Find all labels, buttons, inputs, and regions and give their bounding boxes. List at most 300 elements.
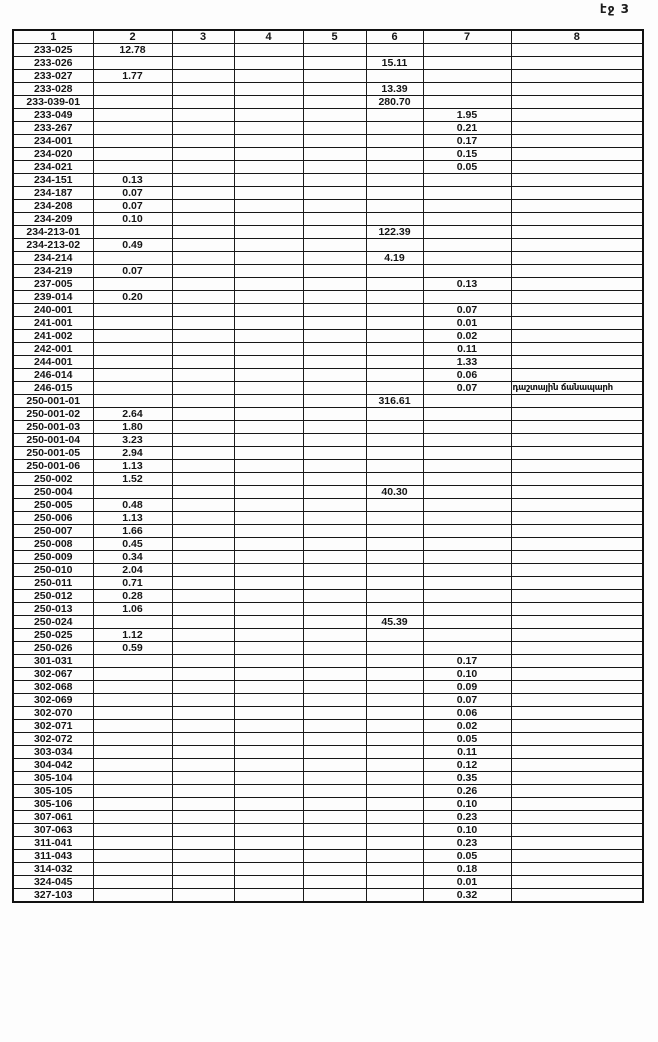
table-row — [13, 746, 643, 759]
value-cell — [303, 83, 366, 96]
value-cell — [172, 382, 234, 395]
row-code-cell: 301-031 — [13, 655, 93, 668]
table-row — [13, 707, 643, 720]
value-cell — [303, 382, 366, 395]
value-cell — [366, 681, 423, 694]
value-cell — [93, 798, 172, 811]
value-cell: 1.80 — [93, 421, 172, 434]
value-cell — [303, 850, 366, 863]
value-cell: 0.26 — [423, 785, 511, 798]
value-cell — [423, 616, 511, 629]
value-cell — [511, 629, 643, 642]
value-cell — [303, 837, 366, 850]
value-cell: 0.23 — [423, 837, 511, 850]
value-cell — [366, 434, 423, 447]
value-cell — [234, 564, 303, 577]
column-header: 3 — [172, 30, 234, 44]
value-cell — [511, 122, 643, 135]
value-cell — [303, 577, 366, 590]
row-code-cell: 233-028 — [13, 83, 93, 96]
row-code-cell: 250-008 — [13, 538, 93, 551]
value-cell — [511, 174, 643, 187]
table-row — [13, 148, 643, 161]
row-code-cell: 242-001 — [13, 343, 93, 356]
value-cell — [366, 733, 423, 746]
value-cell — [423, 174, 511, 187]
value-cell — [303, 876, 366, 889]
value-cell — [234, 382, 303, 395]
table-row — [13, 603, 643, 616]
value-cell — [303, 70, 366, 83]
value-cell — [172, 161, 234, 174]
value-cell — [303, 889, 366, 903]
table-row — [13, 239, 643, 252]
table-row — [13, 278, 643, 291]
value-cell: 0.28 — [93, 590, 172, 603]
value-cell — [423, 447, 511, 460]
value-cell — [366, 369, 423, 382]
row-code-cell: 327-103 — [13, 889, 93, 903]
value-cell: 280.70 — [366, 96, 423, 109]
value-cell: 0.05 — [423, 733, 511, 746]
row-code-cell: 305-104 — [13, 772, 93, 785]
table-row — [13, 642, 643, 655]
value-cell — [234, 434, 303, 447]
value-cell — [172, 369, 234, 382]
value-cell — [172, 681, 234, 694]
value-cell — [234, 96, 303, 109]
table-row — [13, 668, 643, 681]
value-cell: 1.77 — [93, 70, 172, 83]
table-row — [13, 876, 643, 889]
value-cell — [172, 707, 234, 720]
value-cell — [234, 174, 303, 187]
row-code-cell: 250-006 — [13, 512, 93, 525]
value-cell — [511, 343, 643, 356]
table-row — [13, 395, 643, 408]
value-cell — [93, 720, 172, 733]
value-cell — [366, 291, 423, 304]
value-cell — [511, 681, 643, 694]
value-cell — [93, 278, 172, 291]
value-cell — [366, 356, 423, 369]
value-cell — [511, 564, 643, 577]
value-cell — [303, 408, 366, 421]
value-cell — [172, 252, 234, 265]
value-cell — [303, 785, 366, 798]
table-row — [13, 174, 643, 187]
value-cell: 0.45 — [93, 538, 172, 551]
value-cell — [172, 798, 234, 811]
column-header: 6 — [366, 30, 423, 44]
value-cell — [172, 187, 234, 200]
row-code-cell: 239-014 — [13, 291, 93, 304]
value-cell — [511, 551, 643, 564]
row-code-cell: 234-208 — [13, 200, 93, 213]
value-cell — [172, 603, 234, 616]
table-row — [13, 811, 643, 824]
table-row — [13, 824, 643, 837]
value-cell — [172, 655, 234, 668]
value-cell — [303, 603, 366, 616]
value-cell — [234, 590, 303, 603]
value-cell — [303, 148, 366, 161]
value-cell — [172, 512, 234, 525]
value-cell — [234, 161, 303, 174]
value-cell: 1.13 — [93, 512, 172, 525]
value-cell — [234, 551, 303, 564]
row-code-cell: 302-070 — [13, 707, 93, 720]
value-cell — [234, 759, 303, 772]
value-cell — [511, 304, 643, 317]
value-cell — [511, 512, 643, 525]
row-code-cell: 234-219 — [13, 265, 93, 278]
value-cell — [511, 759, 643, 772]
value-cell — [172, 278, 234, 291]
value-cell — [511, 785, 643, 798]
value-cell — [366, 759, 423, 772]
value-cell — [423, 408, 511, 421]
value-cell: 40.30 — [366, 486, 423, 499]
value-cell: 0.32 — [423, 889, 511, 903]
row-code-cell: 302-072 — [13, 733, 93, 746]
value-cell — [172, 733, 234, 746]
value-cell — [234, 460, 303, 473]
value-cell — [303, 733, 366, 746]
column-header: 1 — [13, 30, 93, 44]
row-code-cell: 250-001-05 — [13, 447, 93, 460]
table-row — [13, 616, 643, 629]
value-cell — [93, 330, 172, 343]
row-code-cell: 302-071 — [13, 720, 93, 733]
value-cell — [234, 421, 303, 434]
value-cell — [303, 135, 366, 148]
value-cell — [303, 161, 366, 174]
table-row — [13, 200, 643, 213]
note-cell: դաշտային ճանապարհ — [511, 382, 643, 395]
value-cell — [366, 265, 423, 278]
value-cell: 1.66 — [93, 525, 172, 538]
value-cell — [234, 109, 303, 122]
value-cell — [93, 122, 172, 135]
value-cell — [303, 96, 366, 109]
value-cell — [366, 772, 423, 785]
row-code-cell: 237-005 — [13, 278, 93, 291]
value-cell — [511, 421, 643, 434]
value-cell — [303, 356, 366, 369]
row-code-cell: 250-013 — [13, 603, 93, 616]
value-cell: 0.34 — [93, 551, 172, 564]
value-cell — [172, 759, 234, 772]
value-cell: 0.17 — [423, 655, 511, 668]
value-cell — [366, 122, 423, 135]
value-cell: 0.07 — [423, 382, 511, 395]
value-cell: 1.33 — [423, 356, 511, 369]
value-cell — [93, 83, 172, 96]
value-cell — [172, 122, 234, 135]
value-cell — [93, 356, 172, 369]
value-cell — [366, 473, 423, 486]
value-cell — [303, 551, 366, 564]
value-cell — [303, 369, 366, 382]
table-row — [13, 694, 643, 707]
value-cell — [366, 213, 423, 226]
value-cell — [423, 642, 511, 655]
row-code-cell: 233-039-01 — [13, 96, 93, 109]
value-cell — [366, 512, 423, 525]
column-header: 7 — [423, 30, 511, 44]
value-cell — [234, 616, 303, 629]
value-cell — [303, 668, 366, 681]
row-code-cell: 234-213-01 — [13, 226, 93, 239]
table-row — [13, 772, 643, 785]
value-cell — [172, 213, 234, 226]
value-cell: 1.95 — [423, 109, 511, 122]
value-cell — [511, 317, 643, 330]
value-cell — [366, 564, 423, 577]
value-cell — [234, 889, 303, 903]
value-cell — [93, 252, 172, 265]
value-cell — [366, 642, 423, 655]
value-cell — [303, 200, 366, 213]
value-cell — [172, 109, 234, 122]
value-cell — [172, 486, 234, 499]
row-code-cell: 234-187 — [13, 187, 93, 200]
value-cell — [423, 213, 511, 226]
value-cell — [303, 187, 366, 200]
value-cell — [303, 564, 366, 577]
row-code-cell: 234-151 — [13, 174, 93, 187]
value-cell — [172, 57, 234, 70]
value-cell — [172, 850, 234, 863]
value-cell — [423, 434, 511, 447]
value-cell — [93, 317, 172, 330]
value-cell — [93, 369, 172, 382]
value-cell — [511, 408, 643, 421]
table-row — [13, 577, 643, 590]
row-code-cell: 305-105 — [13, 785, 93, 798]
value-cell — [303, 213, 366, 226]
value-cell — [511, 57, 643, 70]
value-cell — [511, 668, 643, 681]
column-header: 2 — [93, 30, 172, 44]
value-cell: 0.01 — [423, 876, 511, 889]
value-cell — [366, 889, 423, 903]
value-cell: 1.12 — [93, 629, 172, 642]
value-cell — [172, 70, 234, 83]
value-cell — [234, 707, 303, 720]
header-row — [13, 30, 643, 44]
row-code-cell: 250-004 — [13, 486, 93, 499]
value-cell: 316.61 — [366, 395, 423, 408]
value-cell — [93, 876, 172, 889]
value-cell — [93, 655, 172, 668]
value-cell — [234, 265, 303, 278]
value-cell — [303, 57, 366, 70]
value-cell — [511, 395, 643, 408]
value-cell — [234, 720, 303, 733]
value-cell — [172, 343, 234, 356]
value-cell — [423, 421, 511, 434]
value-cell — [234, 772, 303, 785]
row-code-cell: 234-021 — [13, 161, 93, 174]
value-cell: 0.35 — [423, 772, 511, 785]
value-cell — [93, 343, 172, 356]
value-cell — [234, 486, 303, 499]
value-cell: 0.13 — [93, 174, 172, 187]
table-row — [13, 161, 643, 174]
value-cell — [172, 291, 234, 304]
value-cell — [234, 681, 303, 694]
value-cell — [366, 668, 423, 681]
table-row — [13, 265, 643, 278]
row-code-cell: 250-001-01 — [13, 395, 93, 408]
value-cell — [303, 772, 366, 785]
value-cell — [303, 395, 366, 408]
value-cell — [172, 356, 234, 369]
row-code-cell: 250-007 — [13, 525, 93, 538]
value-cell — [303, 642, 366, 655]
table-row — [13, 291, 643, 304]
value-cell — [172, 525, 234, 538]
value-cell: 2.64 — [93, 408, 172, 421]
value-cell — [366, 382, 423, 395]
row-code-cell: 302-068 — [13, 681, 93, 694]
value-cell — [366, 707, 423, 720]
value-cell — [511, 720, 643, 733]
value-cell — [234, 655, 303, 668]
value-cell — [366, 551, 423, 564]
row-code-cell: 234-213-02 — [13, 239, 93, 252]
table-row — [13, 499, 643, 512]
value-cell: 0.07 — [93, 200, 172, 213]
value-cell — [234, 317, 303, 330]
row-code-cell: 234-001 — [13, 135, 93, 148]
value-cell — [366, 603, 423, 616]
value-cell — [303, 109, 366, 122]
table-row — [13, 798, 643, 811]
value-cell — [511, 135, 643, 148]
table-row — [13, 525, 643, 538]
value-cell — [423, 70, 511, 83]
value-cell: 0.10 — [423, 798, 511, 811]
value-cell — [366, 187, 423, 200]
value-cell — [93, 837, 172, 850]
table-row — [13, 226, 643, 239]
value-cell — [234, 694, 303, 707]
value-cell — [303, 291, 366, 304]
value-cell — [423, 83, 511, 96]
row-code-cell: 234-020 — [13, 148, 93, 161]
value-cell — [511, 239, 643, 252]
value-cell — [511, 616, 643, 629]
value-cell — [172, 863, 234, 876]
value-cell: 0.23 — [423, 811, 511, 824]
value-cell — [172, 629, 234, 642]
value-cell — [511, 525, 643, 538]
value-cell — [93, 811, 172, 824]
value-cell — [234, 239, 303, 252]
value-cell — [172, 200, 234, 213]
table-row — [13, 356, 643, 369]
value-cell — [93, 850, 172, 863]
value-cell — [234, 629, 303, 642]
value-cell — [234, 499, 303, 512]
value-cell — [303, 239, 366, 252]
value-cell: 45.39 — [366, 616, 423, 629]
value-cell — [366, 44, 423, 57]
value-cell — [366, 863, 423, 876]
value-cell — [93, 486, 172, 499]
value-cell — [511, 83, 643, 96]
value-cell — [423, 265, 511, 278]
value-cell: 1.13 — [93, 460, 172, 473]
value-cell — [234, 512, 303, 525]
value-cell — [234, 577, 303, 590]
row-code-cell: 250-025 — [13, 629, 93, 642]
value-cell — [172, 265, 234, 278]
value-cell — [366, 876, 423, 889]
value-cell — [366, 278, 423, 291]
value-cell — [423, 486, 511, 499]
value-cell — [93, 616, 172, 629]
value-cell — [511, 889, 643, 903]
value-cell — [234, 798, 303, 811]
table-row — [13, 512, 643, 525]
value-cell — [511, 213, 643, 226]
value-cell — [93, 889, 172, 903]
value-cell — [172, 174, 234, 187]
value-cell — [303, 460, 366, 473]
table-row — [13, 70, 643, 83]
value-cell — [423, 291, 511, 304]
value-cell — [303, 681, 366, 694]
value-cell — [423, 44, 511, 57]
table-row — [13, 564, 643, 577]
value-cell — [511, 109, 643, 122]
value-cell — [366, 655, 423, 668]
value-cell — [234, 44, 303, 57]
table-row — [13, 330, 643, 343]
row-code-cell: 244-001 — [13, 356, 93, 369]
value-cell — [303, 538, 366, 551]
value-cell — [366, 538, 423, 551]
value-cell — [234, 226, 303, 239]
value-cell — [172, 421, 234, 434]
value-cell — [366, 135, 423, 148]
row-code-cell: 311-043 — [13, 850, 93, 863]
value-cell — [366, 421, 423, 434]
value-cell — [234, 278, 303, 291]
column-header: 4 — [234, 30, 303, 44]
value-cell — [303, 590, 366, 603]
value-cell — [234, 304, 303, 317]
row-code-cell: 314-032 — [13, 863, 93, 876]
value-cell — [366, 200, 423, 213]
value-cell — [303, 707, 366, 720]
value-cell — [234, 473, 303, 486]
row-code-cell: 233-049 — [13, 109, 93, 122]
value-cell — [234, 538, 303, 551]
value-cell — [366, 70, 423, 83]
table-row — [13, 473, 643, 486]
value-cell — [172, 135, 234, 148]
value-cell — [511, 447, 643, 460]
value-cell: 0.48 — [93, 499, 172, 512]
table-row — [13, 304, 643, 317]
table-row — [13, 863, 643, 876]
table-row — [13, 109, 643, 122]
